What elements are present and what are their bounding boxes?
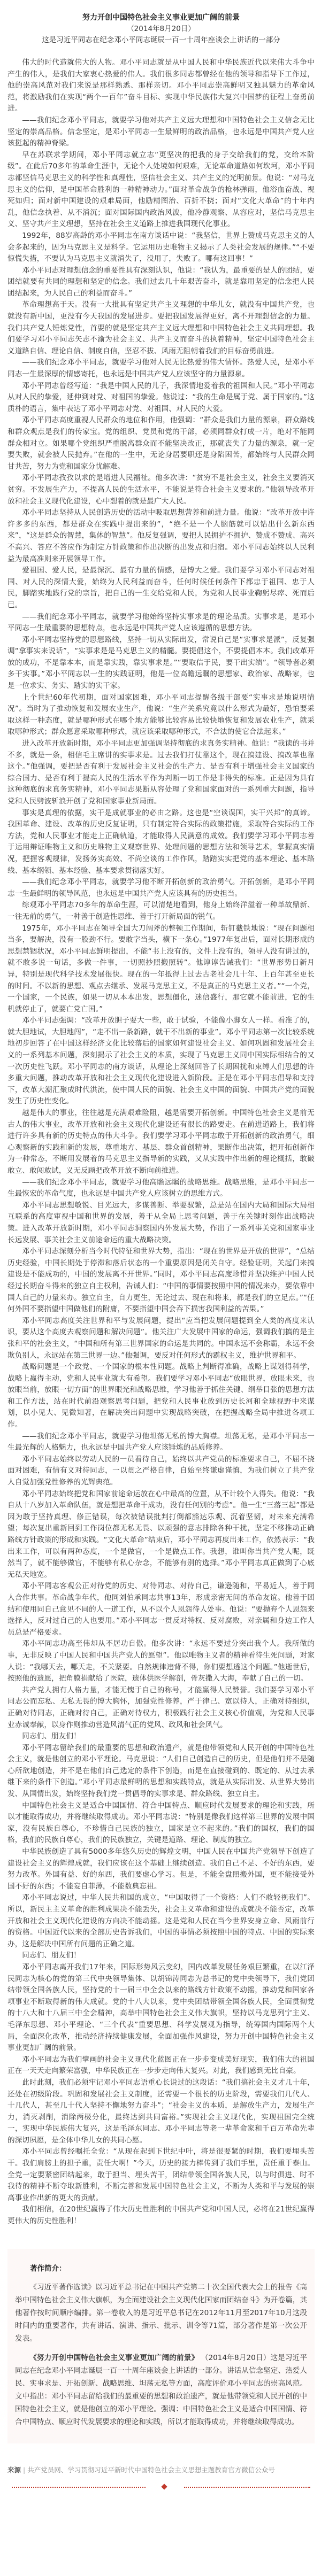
article-paragraph: 爱祖国、爱人民，是最深沉、最有力量的情感，是博大之爱。我们要学习邓小平同志对祖国、对人民的深情大爱，始终为人民利益而奋斗，任何时候任何条件下都忠于祖国、忠于人民，脚踏实地践行党的宗旨，把自己的一生交给党和人民，为党和人民事业鞠躬尽瘁、死而后已。 [7, 566, 315, 609]
article-paragraph: ——我们纪念邓小平同志，就要学习他高瞻远瞩的战略思维。战略思维，是邓小平同志一生最恢宏的革命气度，也永远是中国共产党人应该树立的思维方式。 [7, 1178, 315, 1198]
article-paragraph: 早在苏联求学期间，邓小平同志就立志“更坚决的把我的身子交给我们的党，交给本阶级”。在此后70多年的革命生涯中，无论个人处境如何艰难，无论革命道路如何坎坷，邓小平同志都坚信马克思主义的科学性和真理性，坚信社会主义、共产主义的光明前景。他说：“对马克思主义的信仰，是中国革命胜利的一种精神动力。”面对革命战争的枪林弹雨，他浴血奋战、视死如归；面对新中国建设的艰难局面，他励精图治、百折不挠；面对“文化大革命”的十年内乱，他信念执着、从不消沉；面对国际国内政治风波，他冷静观察、从容应对，坚信马克思主义、坚守共产主义理想，坚持在社会主义道路上推进我国现代化事业。 [7, 150, 315, 229]
article-paragraph: 我们相信，在20世纪赢得了伟大历史性胜利的中国共产党和中国人民，必将在21世纪赢得更伟大的历史性胜利！ [7, 2205, 315, 2226]
article-paragraph: 中华民族创造了具有5000多年悠久历史的辉煌文明，中国人民在中国共产党领导下创造了建设社会主义的辉煌成就，我们应该在这个基础上继续创造。我们自己不足、不好的东西，要努力改革。外国有益、好的东西，我们要虚心学习。但是，不能全盘照搬外国，更不能接受外国不好的东西；不能妄自菲薄，不能数典忘祖。 [7, 1847, 315, 1891]
article-paragraph: 此时此刻，我们必须牢记邓小平同志语重心长说过的这段话：“我们搞社会主义才几十年，还处在初级阶段。巩固和发展社会主义制度，还需要一个很长的历史阶段，需要我们几代人、十几代人，甚至几十代人坚持不懈地努力奋斗”；“社会主义的本质，是解放生产力，发展生产力，消灭剥削，消除两极分化，最终达到共同富裕。”实现社会主义现代化，实现祖国完全统一，实现中华民族伟大复兴，这是毛泽东同志、邓小平同志等老一辈革命家和千百万革命先辈的深切夙愿，是全体中华儿女的共同心愿。 [7, 2078, 315, 2145]
article-paragraph: 邓小平同志客观公正对待党的历史、对待同志、对待自己，谦逊随和，平易近人，善于同人合作共事。革命战争年代，他同刘伯承同志共事13年，形成亲密无间的革命友谊。他善于团结和使用同自己意见不同的人一道工作，从不以个人恩怨待人处事。他说：“要抛弃个人恩怨来选择人，反对过自己的人也要用。”邓小平同志一贯反对特权、反对腐败，对亲属和身边工作人员总是严格要求。 [7, 1582, 315, 1637]
article-paragraph: 伟大的时代造就伟大的人物。邓小平同志就是从中国人民和中华民族近代以来伟大斗争中产生的伟人，是我们大家衷心热爱的伟人。我们很多同志都曾经在他的领导和指导下工作过，他的崇高风范对我们来说是那样熟悉、那样亲切。邓小平同志崇高鲜明又独具魅力的革命风范，将激励我们在实现“两个一百年”奋斗目标、实现中华民族伟大复兴中国梦的征程上奋勇前进。 [7, 58, 315, 113]
notes-work-description: （2014年8月20日）这是习近平同志在纪念邓小平同志诞辰一百一十周年座谈会上讲话的一部分。讲话从信念坚定、热爱人民、实事求是、开拓创新、战略思维、坦荡无私等方面，高度评价邓小平同志的崇高风范。文中指出：邓小平同志留给我们的最重要的思想和政治遗产，就是他带领党和人民开创的中国特色社会主义，就是他创立的邓小平理论。强调：中国特色社会主义是适合中国国情、符合中国特点、顺应时代发展要求的理论和实践，所以才能取得成功，并将继续取得成功。 [15, 2353, 308, 2426]
article-subtitle: 这是习近平同志在纪念邓小平同志诞辰一百一十周年座谈会上讲话的一部分 [42, 36, 280, 44]
divider-dotted-line-left [12, 2487, 146, 2488]
article-paragraph: 邓小平同志高度重视人民群众的地位和作用，他强调：“群众是我们力量的源泉，群众路线和群众观点是我们的传家宝。党的组织、党员和党的干部，必须同群众打成一片，绝对不能同群众相对立。如果哪个党组织严重脱离群众而不能坚决改正，那就丧失了力量的源泉，就一定要失败，就会被人民抛弃。”在他的一生中，无论身居要职还是身陷困苦，都始终与人民群众同甘共苦，努力为党和国家分忧解难。 [7, 416, 315, 471]
article-paragraph: 邓小平同志孜孜以求的是增进人民福祉。他多次讲：“贫穷不是社会主义，社会主义要消灭贫穷。不发展生产力，不提高人民的生活水平，不能说是符合社会主义要求的。”他领导改革开放和社会主义现代化建设，心中想着的就是最广大人民。 [7, 474, 315, 506]
article-paragraph: 邓小平同志始终以劳动人民的一员看待自己，始终以共产党员的标准要求自己，不屈不挠面对困难，有情有义对待同志，一以贯之严格自律，自始至终谦虚谨慎，为我们树立了共产党人自觉加强党性修养的光辉典范。 [7, 1455, 315, 1487]
article-paragraph: 邓小平同志功高至伟却从不居功自傲。他多次讲：“永远不要过分突出我个人。我所做的事，无非反映了中国人民和中国共产党人的愿望”。他以唯物主义者的精神看待生死问题，对家人说：“我哪天去，哪天走，不关紧要。自然规律违背不得，你们要想透这个问题。”他逝世后，按照他的遗愿，把角膜捐献给了医院，遗体供医学解剖，骨灰撒入大海，奉献了自己的一切。 [7, 1639, 315, 1683]
article-paragraph: 共产党人拥有人格力量，才能无愧于自己的称号，才能赢得人民赞誉。我们要学习邓小平同志公而忘私、无私无畏的博大胸怀，加强党性修养，严于律己、宽以待人，正确对待组织，正确对待同志，正确对待自己，正确对待权力，积极践行社会主义核心价值观，为党和人民事业赤诚奉献，以身作则推动营造风清气正的党风、政风和社会风气。 [7, 1685, 315, 1729]
article-paragraph: ——我们纪念邓小平同志，就要学习他坦荡无私的博大胸襟。坦荡无私，是邓小平同志一生最光辉的人格魅力，也永远是中国共产党人应该锤炼的品质修养。 [7, 1432, 315, 1452]
article-paragraph: 中国特色社会主义是适合中国国情、符合中国特点、顺应时代发展要求的理论和实践，所以才能取得成功，并将继续取得成功。邓小平同志说：“特别是像我们这样第三世界的发展中国家，没有民族自尊心，不珍惜自己民族的独立，国家是立不起来的。”我们的国权，我们的国格，我们的民族自尊心，我们的民族独立，关键是道路、理论、制度的独立。 [7, 1801, 315, 1845]
article-date: （2014年8月20日） [127, 25, 195, 33]
notes-work-entry [15, 2351, 307, 2428]
notes-heading: 著作简介： [30, 2264, 66, 2273]
notes-work-title: 《努力开创中国特色社会主义事业更加广阔的前景》 [29, 2353, 199, 2362]
article-paragraph: ——我们纪念邓小平同志，就要学习他对人民无比热爱的伟大情怀。热爱人民，是邓小平同志一生最深厚的情感寄托，也永远是中国共产党人应该坚守的力量源泉。 [7, 358, 315, 379]
source-label: 来源 [7, 2465, 21, 2474]
article-paragraph: 上个世纪60年代初期，面对国家困难，邓小平同志提醒各级干部要“实事求是地说明情况”。当时为了推动恢复和发展农业生产，他说：“生产关系究竟以什么形式为最好，恐怕要采取这样一种态度，就是哪种形式在哪个地方能够比较容易比较快地恢复和发展农业生产，就采取哪种形式；群众愿意采取哪种形式，就应该采取哪种形式，不合法的使它合法起来。” [7, 693, 315, 737]
diamond-icon [161, 2484, 167, 2489]
article-paragraph: 同志们、朋友们！ [22, 1951, 81, 1960]
notes-intro: 《习近平著作选读》以习近平总书记在中国共产党第二十次全国代表大会上的报告《高举中国特色社会主义伟大旗帜，为全面建设社会主义现代化国家而团结奋斗》为开卷篇，其他著作按时间顺序编排。第一卷收入的是习近平总书记在2012年11月至2017年10月这段时间内的重要著作，共有讲话、演讲、指示、批示、训令等71篇，部分著作是第一次公开发表。 [15, 2283, 307, 2343]
article-paragraph: 邓小平同志对理想信念的重要性具有深刻认识，他说：“我认为，最重要的是人的团结，要团结就要有共同的理想和坚定的信念。我们过去几十年艰苦奋斗，就是靠用坚定的信念把人民团结起来，为人民自己的利益而奋斗。” [7, 266, 315, 298]
notes-box [7, 2249, 315, 2443]
article-paragraph: ——我们纪念邓小平同志，就要学习他对共产主义远大理想和中国特色社会主义信念无比坚定的崇高品格。信念坚定，是邓小平同志一生最鲜明的政治品格，也永远是中国共产党人应该挺起的精神脊梁。 [7, 115, 315, 148]
article-paragraph: 邓小平同志离开我们17年来，国际形势风云变幻，国内改革发展任务艰巨繁重，在以江泽民同志为核心的党的第三代中央领导集体、以胡锦涛同志为总书记的党中央领导下，我们党团结带领全国各族人民，坚持党的十一届三中全会以来的路线方针政策不动摇，推动党和国家各项事业不断取得新的伟大成就。党的十八大以来，党中央团结带领全国各族人民，全面贯彻党的十八大和十八届三中全会精神，高举中国特色社会主义伟大旗帜，坚持以马克思列宁主义、毛泽东思想、邓小平理论、“三个代表”重要思想、科学发展观为指导，统筹国内国际两个大局，全面深化改革，推动经济持续健康发展，全面加强作风建设，努力开创中国特色社会主义事业更加广阔的前景。 [7, 1962, 315, 2053]
divider-dotted-line-right [184, 2487, 310, 2488]
article-body [7, 57, 315, 2227]
article-paragraph: 邓小平同志深刻分析当今时代特征和世界大势，指出：“现在的世界是开放的世界”，“总结历史经验，中国长期处于停滞和落后状态的一个重要原因是闭关自守。经验证明，关起门来搞建设是不能成功的，中国的发展离不开世界。”同时，邓小平同志高度珍惜并坚决维护中国人民经过长期奋斗得来的独立自主权利，告诫人们：“中国的事情要按照中国的情况来办，要依靠中国人自己的力量来办。独立自主，自力更生，无论过去、现在和将来，都是我们的立足点。”“任何外国不要指望中国做他们的附庸，不要指望中国会吞下损害我国利益的苦果。” [7, 1247, 315, 1314]
article-paragraph: 邓小平同志曾经写道：“我是中国人民的儿子，我深情地爱着我的祖国和人民。”邓小平同志从对人民的挚爱，延伸到对党、对祖国的挚爱。他说过：“我的生命是属于党、属于国家的。”这质朴的语言，集中表达了邓小平同志对党、对祖国、对人民的大爱。 [7, 381, 315, 413]
article-paragraph: 邓小平同志坚持从人民创造历史的活动中吸取思想营养和前进力量。他说：“改革开放中许许多多的东西，都是群众在实践中提出来的”，“绝不是一个人脑筋就可以钻出什么新东西来”，“这是群众的智慧，集体的智慧”。他反复强调，要把人民拥护不拥护、赞成不赞成、高兴不高兴、答应不答应作为制定方针政策和作出决断的出发点和归宿。邓小平同志始终以人民利益为最高准则来开展领导工作。 [7, 508, 315, 563]
source-separator: | [23, 2465, 26, 2474]
article-paragraph: 邓小平同志说过，中华人民共和国的成立，“中国取得了一个资格：人们不敢轻视我们”。所以，新民主主义革命的胜利成果决不能丢失，社会主义革命和建设的成就决不能否定，改革开放和社会主义现代化建设的方向决不能动摇。这是党和人民在当今世界安身立命、风雨前行的资格。中国近代以来的全部历史告诉我们，中国的事情必须按照中国的特点、中国的实际来办，这是解决中国所有问题的正确之道。 [7, 1893, 315, 1948]
article-paragraph: 邓小平同志高度关注世界和平与发展问题，提出“应当把发展问题提到全人类的高度来认识，要从这个高度去观察问题和解决问题”。他关注广大发展中国家的命运，强调我们搞的是主张和平的社会主义，“中国和所有第三世界国家的命运是共同的。中国永远不会称霸，永远不会欺负别人，永远站在第三世界一边。”他强调，要反对任何形式的霸权主义，维护世界和平。 [7, 1316, 315, 1360]
article-paragraph: 越是伟大的事业，往往越是充满艰难险阻，越是需要开拓创新。中国特色社会主义是前无古人的伟大事业，改革开放和社会主义现代化建设还有很长的路要走。在前进道路上，我们将进行许多具有新的历史特点的伟大斗争。我们要学习邓小平同志敢于开拓创新的政治勇气，细心观察新的实践和新的发展，尊重地方、基层、群众首创精神，果断作出决策，把开拓创新作为一种常态，不断用发展着的马克思主义指导新的实践，又从实践中作出新的理论概括，敢破敢立、敢闯敢试，义无反顾把改革开放不断向前推进。 [7, 1109, 315, 1175]
article-page [0, 12, 321, 2492]
article-paragraph: 事实是真理的依据，实干是成就事业的必由之路。这也是“空谈误国，实干兴邦”的真谛。我国革命、建设、改革的历史反复证明，只有制定符合实际的政策措施，采取符合实际的工作方法，党和人民事业才能走上正确轨道，才能取得人民满意的成效。我们要学习邓小平同志善于运用辩证唯物主义和历史唯物主义观察世界、处理问题的思想方法和领导艺术，掌握真实情况，把握客观规律，发扬务实高效、不尚空谈的工作作风，踏踏实实把党的基本理论、基本路线、基本纲领、基本经验、基本要求贯彻落实好。 [7, 808, 315, 875]
article-paragraph: 邓小平同志坚持党的思想路线，坚持一切从实际出发，常说自己是“实事求是派”，反复强调“拿事实来说话”，“实事求是是马克思主义的精髓。要提倡这个，不要提倡本本。我们改革开放的成功，不是靠本本，而是靠实践，靠实事求是。”“要取信于民，要干出实绩”。“领导者必须多干实事。”邓小平同志以一生的实践证明，他是一位高瞻远瞩的思想家、政治家、战略家，也是一位求实、务实、踏实的实干家。 [7, 635, 315, 691]
article-paragraph: 邓小平同志曾经嘱托全党：“从现在起到下世纪中叶，将是很要紧的时期，我们要埋头苦干。我们肩膀上的担子重，责任大啊！”今天，历史的接力棒传到了我们手里，责任重于泰山。全党一定要紧密团结起来，敢于担当、埋头苦干，团结带领全国各族人民，以与时俱进、时不我待的精神不断夺取新胜利，不断完善和发展中国特色社会主义，不断为人类和平与发展的崇高事业作出新的更大的贡献。 [7, 2147, 315, 2202]
article-paragraph: 革命理想高于天。没有一大批具有坚定共产主义理想的中华儿女，就没有中国共产党，也就没有新中国，更没有今天我国的发展进步。要把我国发展得更好，离不开理想信念的力量。我们共产党人锤炼党性，首要的就是坚定共产主义远大理想和中国特色社会主义共同理想。我们要学习邓小平同志矢志不渝为社会主义、共产主义而奋斗的执着精神，坚定中国特色社会主义道路自信、理论自信、制度自信，坚忍不拔、风雨无阻朝着我们的目标奋勇前进。 [7, 300, 315, 355]
article-paragraph: 邓小平同志始终把党和国家前途命运放在心中最高的位置，从不计较个人得失。他说：“我自从十八岁加入革命队伍，就是想把革命干成功，没有任何别的考虑”。他一生“三落三起”都是因为敢于坚持真理、修正错误，每次被错误批判打倒都豁达乐观、沉着坚韧，对未来充满希望；每次复出重新回到工作岗位都无私无畏、以顽强的意志排除各种干扰，坚定不移推动正确路线方针政策的形成和实践。“文化大革命”结束后，邓小平同志再度出来工作，依然表示：“我出来工作，可以有两种态度，一个是做官，一个是做点工作。我想，谁叫你当共产党人呢，既然当了，就不能够做官，不能够有私心杂念，不能够有别的选择。”邓小平同志真正做到了心底无私天地宽。 [7, 1489, 315, 1579]
article-title: 努力开创中国特色社会主义事业更加广阔的前景 [82, 13, 240, 22]
article-paragraph: 邓小平同志为我们擘画的社会主义现代化蓝图正在一步步变成美好现实，我们伟大的祖国正在一天天走向繁荣富强，中华民族正在一步步走向伟大复兴。对此，我们感到无比自豪。 [7, 2055, 315, 2076]
article-paragraph: 1975年，邓小平同志在领导全国大刀阔斧的整顿工作期间，斩钉截铁地说：“现在问题相当多，要解决，没有一股劲不行。要敢字当头，横下一条心。”1977年复出后，面对长期形成的思想禁锢状况，邓小平同志鲜明提出，不能“书上没有的，文件上没有的，领导人没有讲过的，就不敢多说一句话，多做一件事，一切照抄照搬照转”。他谆谆告诫我们：“世界形势日新月异，特别是现代科学技术发展很快。现在的一年抵得上过去古老社会几十年、上百年甚至更长的时间。不以新的思想、观点去继承、发展马克思主义，不是真正的马克思主义者。”“一个党，一个国家，一个民族，如果一切从本本出发，思想僵化，迷信盛行，那它就不能前进，它的生机就停止了，就要亡党亡国。” [7, 924, 315, 1014]
article-paragraph: 进入改革开放新时期，邓小平同志更加强调坚持彻底的求真务实精神。他说：“我读的书并不多，就是一条，相信毛主席讲的实事求是。过去我们打仗靠这个，现在搞建设、搞改革也靠这个。”他强调，要把是否有利于发展社会主义社会的生产力、是否有利于增强社会主义国家的综合国力、是否有利于提高人民的生活水平作为判断一切工作是非得失的标准。正是因为具有这种彻底的求真务实精神，邓小平同志果断从容处理了党和国家面对的一系列重大问题，指导党和人民劈波斩浪开创了党和国家事业新局面。 [7, 739, 315, 806]
article-paragraph: 邓小平同志留给我们的最重要的思想和政治遗产，就是他带领党和人民开创的中国特色社会主义，就是他创立的邓小平理论。马克思说：“人们自己创造自己的历史，但是他们并不是随心所欲地创造，并不是在他们自己选定的条件下创造，而是在直接碰到的、既定的、从过去承继下来的条件下创造。”邓小平同志最鲜明的思想和实践特点，就是从实际出发、从世界大势出发、从国情出发，始终坚持我们党一贯倡导的实事求是、群众路线、独立自主。 [7, 1743, 315, 1799]
source-line [7, 2465, 315, 2476]
article-paragraph: 综观邓小平同志70多年的革命生涯，可以清楚地看到，他身上始终洋溢着一种革故鼎新、一往无前的勇气，一种善于创造性思维、善于打开新局面的锐气。 [7, 901, 315, 921]
decorative-divider [12, 2483, 310, 2492]
article-paragraph: 1992年，88岁高龄的邓小平同志在南方谈话中说：“我坚信，世界上赞成马克思主义的人会多起来的，因为马克思主义是科学。它运用历史唯物主义揭示了人类社会发展的规律。”“不要惊慌失措，不要认为马克思主义就消失了，没用了，失败了。哪有这回事！” [7, 231, 315, 264]
article-paragraph: 同志们、朋友们！ [22, 1732, 81, 1741]
article-paragraph: ——我们纪念邓小平同志，就要学习他始终坚持实事求是的理论品质。实事求是，是邓小平同志一生最重要的思想特点，也永远是中国共产党人应该遵循的思想方法。 [7, 612, 315, 633]
article-paragraph: 战略问题是一个政党、一个国家的根本性问题。战略上判断得准确，战略上谋划得科学，战略上赢得主动，党和人民事业就大有希望。我们要学习邓小平同志“放眼世界，放眼未来，也放眼当前，放眼一切方面”的世界眼光和战略思维，学习他善于抓住关键、纲举目张的思想方法和工作方法，站在时代前沿观察思考问题，把党和人民事业放到历史长河和全球视野中来谋划，以小见大、见微知著，在解决突出问题中实现战略突破，在把握战略全局中推进各项工作。 [7, 1363, 315, 1429]
article-paragraph: ——我们纪念邓小平同志，就要学习他不断开拓创新的政治勇气。开拓创新，是邓小平同志一生最鲜明的领导风范，也永远是中国共产党人应该具有的历史担当。 [7, 878, 315, 898]
article-paragraph: 邓小平同志强调：“改革开放胆子要大一些，敢于试验，不能像小脚女人一样。看准了的，就大胆地试，大胆地闯”，“走不出一条新路，就干不出新的事业”。邓小平同志第一次比较系统地初步回答了在中国这样经济文化比较落后的国家如何建设社会主义、如何巩固和发展社会主义的一系列基本问题，深刻揭示了社会主义的本质，实现了马克思主义同中国实际相结合的又一次历史性飞跃。邓小平同志的南方谈话，从理论上深刻回答了长期困扰和束缚人们思想的许多重大问题，推动改革开放和社会主义现代化建设进入新阶段。正是在邓小平同志倡导和支持下，改革大潮汇聚成时代洪流，使中国人民的面貌、社会主义中国的面貌、中国共产党的面貌发生了历史性变化。 [7, 1016, 315, 1106]
source-text: 共产党员网、学习贯彻习近平新时代中国特色社会主义思想主题教育官方微信公众号 [27, 2465, 275, 2474]
article-paragraph: 邓小平同志思想敏锐、目光远大，多谋善断、举要驭繁，总是站在国内大局和国际大局相互联系的高度审视中国和世界的发展，善于从全局上思考问题，善于在关键时刻作出战略决策。进入改革开放新时期，邓小平同志洞察国内外发展大势，作出了一系列事关党和国家事业长远发展、事关社会主义前途命运的重大战略决策。 [7, 1201, 315, 1244]
